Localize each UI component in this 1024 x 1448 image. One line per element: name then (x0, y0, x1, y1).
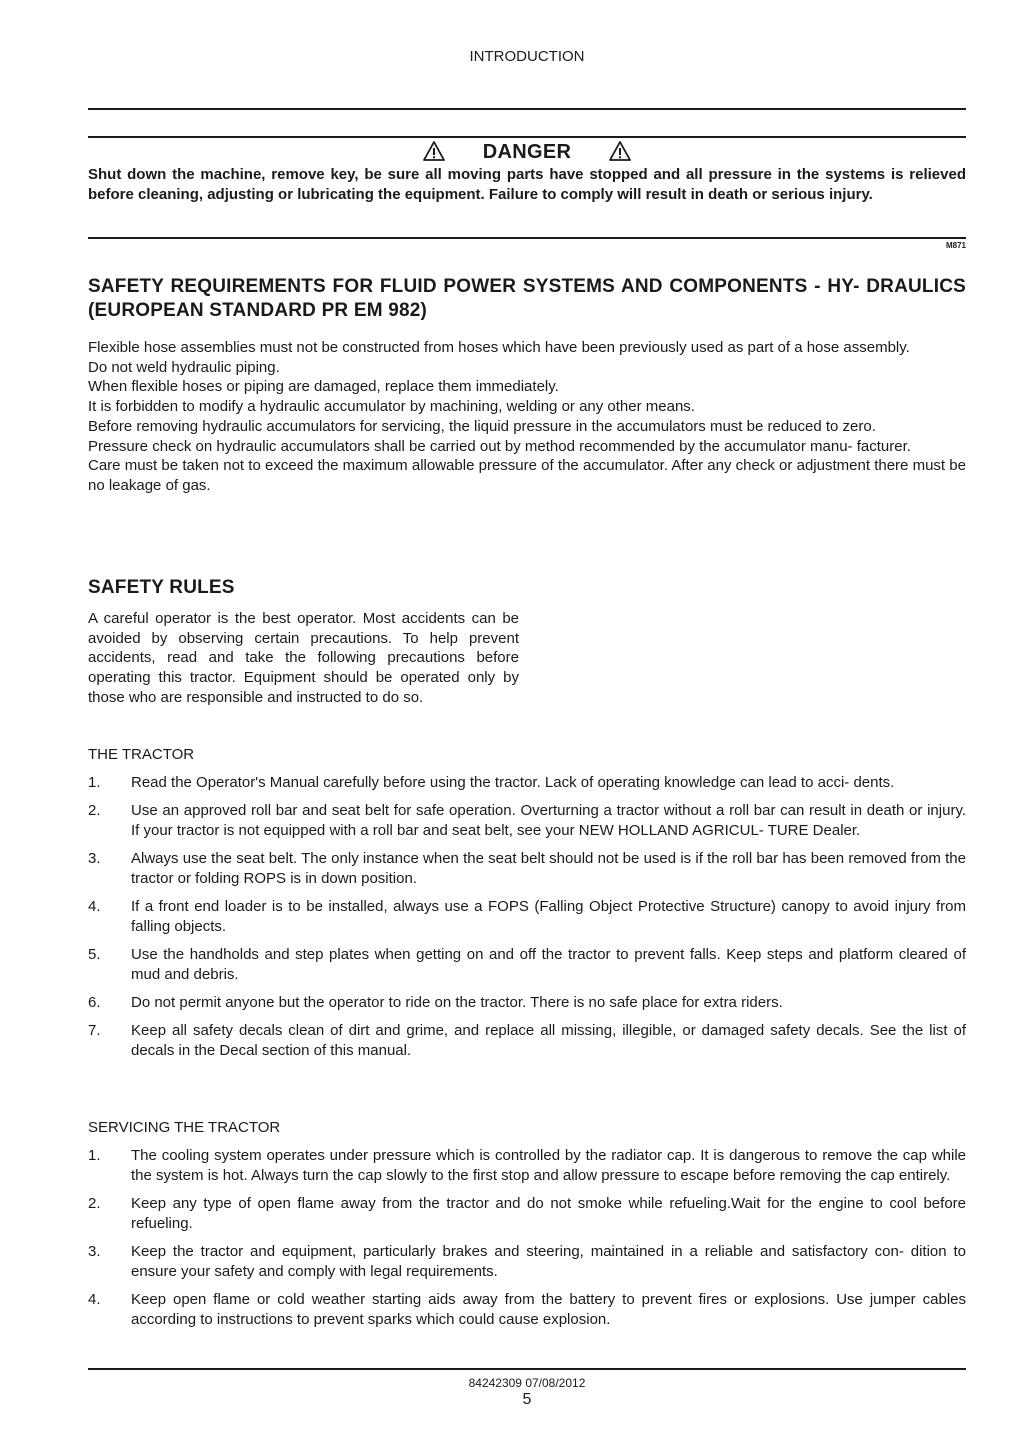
list-item: 2. Use an approved roll bar and seat belt for safe operation. Overturning a tractor without a roll bar can result in death or injury. If your tractor is not equipped with a roll bar and seat belt, see your NEW HOLLAND AGRICUL- TURE Dealer. (88, 802, 966, 839)
page-number: 5 (522, 1391, 532, 1408)
list-item: 1. Read the Operator's Manual carefully before using the tractor. Lack of operating knowledge can lead to acci- dents. (88, 774, 895, 791)
danger-message: Shut down the machine, remove key, be sure all moving parts have stopped and all pressure in the systems is relieved before cleaning, adjusting or lubricating the equipment. Failure to comply will result in death or serious injury. (88, 166, 966, 203)
hydraulics-heading: SAFETY REQUIREMENTS FOR FLUID POWER SYSTEMS AND COMPONENTS - HY- DRAULICS (EUROPEAN STANDARD PR EM 982) (88, 276, 966, 321)
hydraulics-line: Flexible hose assemblies must not be constructed from hoses which have been previously used as part of a hose assembly. (88, 339, 910, 356)
hydraulics-line: It is forbidden to modify a hydraulic accumulator by machining, welding or any other means. (88, 398, 695, 416)
list-item: 4. Keep open flame or cold weather starting aids away from the battery to prevent fires or explosions. Use jumper cables according to instructions to prevent sparks which could cause explosion. (88, 1291, 966, 1328)
warning-triangle-icon (609, 141, 631, 167)
hydraulics-line: When flexible hoses or piping are damaged, replace them immediately. (88, 378, 559, 396)
list-item: 6. Do not permit anyone but the operator to ride on the tractor. There is no safe place for extra riders. (88, 994, 783, 1011)
hydraulics-line: Do not weld hydraulic piping. (88, 358, 280, 376)
running-header: INTRODUCTION (469, 48, 585, 65)
danger-bottom-rule (88, 237, 966, 239)
list-item: 5. Use the handholds and step plates when getting on and off the tractor to prevent falls. Keep steps and platform cleared of mud and debris. (88, 946, 966, 983)
document-code: 84242309 07/08/2012 (468, 1376, 586, 1390)
list-item: 4. If a front end loader is to be installed, always use a FOPS (Falling Object Protective Structure) canopy to avoid injury from falling objects. (88, 898, 966, 935)
danger-reference-code: M871 (945, 241, 966, 250)
hydraulics-line: Care must be taken not to exceed the maximum allowable pressure of the accumulator. After any check or adjustment there must be no leakage of gas. (88, 457, 966, 494)
danger-heading (88, 141, 966, 167)
list-item: 2. Keep any type of open flame away from the tractor and do not smoke while refueling.Wait for the engine to cool before refueling. (88, 1195, 966, 1232)
tractor-subheading: THE TRACTOR (88, 746, 195, 763)
warning-triangle-icon (423, 141, 445, 167)
hydraulics-line: Before removing hydraulic accumulators for servicing, the liquid pressure in the accumulators must be reduced to zero. (88, 417, 876, 435)
servicing-list (88, 1146, 966, 1338)
danger-title: DANGER (482, 141, 572, 163)
list-item: 7. Keep all safety decals clean of dirt and grime, and replace all missing, illegible, or damaged safety decals. See the list of decals in the Decal section of this manual. (88, 1022, 966, 1059)
hydraulics-line: Pressure check on hydraulic accumulators shall be carried out by method recommended by the accumulator manu- facturer. (88, 437, 911, 455)
list-item: 3. Always use the seat belt. The only instance when the seat belt should not be used is if the roll bar has been removed from the tractor or folding ROPS is in down position. (88, 850, 966, 887)
tractor-list (88, 773, 966, 1069)
danger-top-rule (88, 136, 966, 138)
servicing-subheading: SERVICING THE TRACTOR (88, 1119, 281, 1136)
hydraulics-body (88, 338, 966, 496)
safety-rules-intro: A careful operator is the best operator. Most accidents can be avoided by observing certain precautions. To help prevent accidents, read and take the following precautions before operating this tractor. Equipment should be operated only by those who are responsible and instructed to do so. (88, 610, 519, 706)
safety-rules-heading: SAFETY RULES (88, 577, 235, 598)
list-item: 3. Keep the tractor and equipment, particularly brakes and steering, maintained in a reliable and satisfactory con- dition to ensure your safety and comply with legal requirements. (88, 1243, 966, 1280)
header-rule (88, 108, 966, 110)
footer-rule (88, 1368, 966, 1370)
list-item: 1. The cooling system operates under pressure which is controlled by the radiator cap. It is dangerous to remove the cap while the system is hot. Always turn the cap slowly to the first stop and allow pressure to escape before removing the cap entirely. (88, 1147, 966, 1184)
